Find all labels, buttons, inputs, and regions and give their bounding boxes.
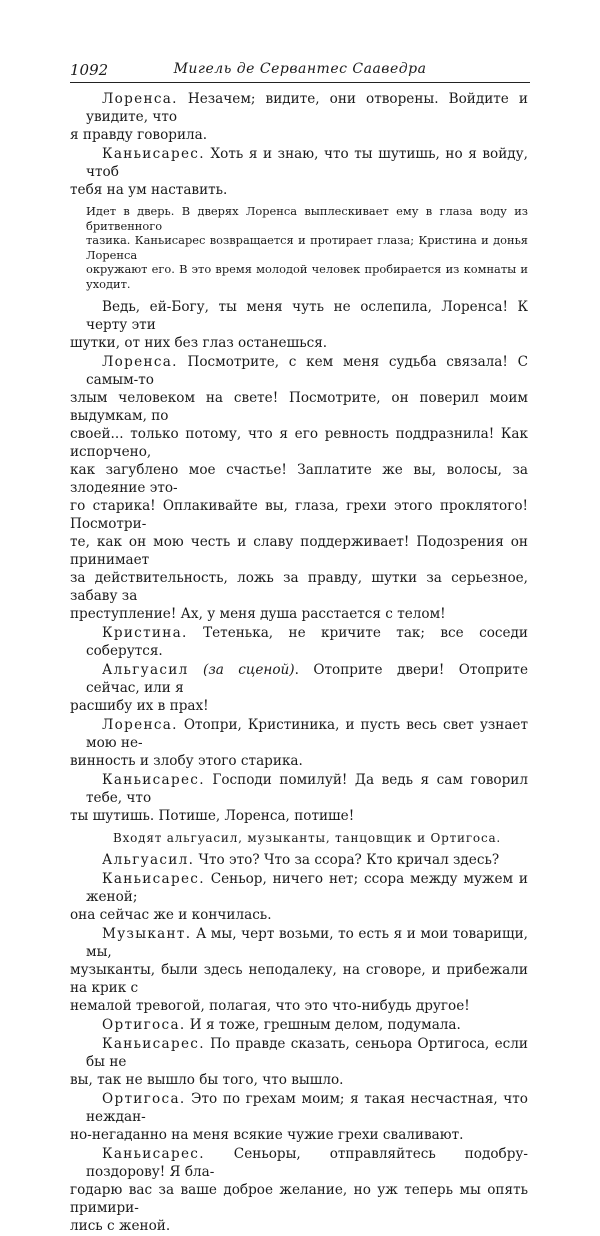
- page-number: 1092: [70, 61, 109, 79]
- speaker-name: Альгуасил: [102, 661, 189, 678]
- speaker-name: Каньисарес.: [102, 146, 205, 162]
- dialogue-paragraph: Лоренса. Отопри, Кристиника, и пусть весь свет узнает мою не- винность и злобу этого старика.: [70, 716, 528, 769]
- dialogue-paragraph: Ортигоса. Это по грехам моим; я такая несчастная, что неждан- но-негаданно на меня всякие чужие грехи сваливают.: [70, 1091, 528, 1144]
- speaker-name: Лоренса.: [102, 91, 178, 107]
- dialogue-paragraph: Каньисарес. Сеньор, ничего нет; ссора между мужем и женой; она сейчас же и кончилась.: [70, 871, 528, 924]
- stage-aside: (за сценой): [203, 661, 295, 678]
- running-head: Мигель де Сервантес Сааведра: [173, 61, 427, 77]
- speaker-name: Кристина.: [102, 624, 188, 641]
- speaker-name: Лоренса.: [102, 353, 178, 370]
- speaker-name: Ортигоса.: [102, 1017, 186, 1034]
- stage-direction-entrance: Входят альгуасил, музыканты, танцовщик и Ортигоса.: [112, 830, 502, 845]
- dialogue-paragraph: Каньисарес. Сеньоры, отправляйтесь подобру-поздорову! Я бла- годарю вас за ваше доброе желание, но уж теперь мы опять примири- лись с женой.: [70, 1146, 528, 1235]
- speaker-name: Ортигоса.: [102, 1091, 186, 1108]
- stage-direction: Идет в дверь. В дверях Лоренса выплескивает ему в глаза воду из бритвенного тазика. Каньисарес возвращается и протирает глаза; Кристина и донья Лоренса окружают его. В это время молодой человек пробирается из комнаты и уходит.: [86, 204, 528, 291]
- speaker-name: Каньисарес.: [102, 1146, 205, 1163]
- dialogue-paragraph: Альгуасил (за сценой). Отоприте двери! Отоприте сейчас, или я расшибу их в прах!: [70, 661, 528, 714]
- dialogue-paragraph: Ортигоса. И я тоже, грешным делом, подумала.: [102, 1017, 461, 1034]
- speaker-name: Каньисарес.: [102, 771, 205, 788]
- dialogue-paragraph: Альгуасил. Что это? Что за ссора? Кто кричал здесь?: [102, 852, 500, 869]
- dialogue-paragraph: Каньисарес. Хоть я и знаю, что ты шутишь, но я войду, чтоб тебя на ум наставить.: [70, 146, 528, 198]
- dialogue-paragraph: Лоренса. Незачем; видите, они отворены. Войдите и увидите, что я правду говорила.: [70, 91, 528, 143]
- dialogue-paragraph: Каньисарес. Господи помилуй! Да ведь я сам говорил тебе, что ты шутишь. Потише, Лоренса, потише!: [70, 771, 528, 824]
- speaker-name: Лоренса.: [102, 716, 178, 733]
- speaker-name: Каньисарес.: [102, 871, 205, 888]
- speaker-name: Музыкант.: [102, 926, 192, 943]
- dialogue-paragraph: Лоренса. Посмотрите, с кем меня судьба связала! С самым-то злым человеком на свете! Посмотрите, он поверил моим выдумкам, по своей... только потому, что я его ревность поддразнила! Как испорчено, как загублено мое счастье! Заплатите же вы, волосы, за злодеяние это- го старика! Оплакивайте вы, глаза, грехи этого проклятого! Посмотри- те, как он мою честь и славу поддерживает! Подозрения он принимает за действительность, ложь за правду, шутки за серьезное, забаву за преступление! Ах, у меня душа расстается с телом!: [70, 353, 528, 622]
- dialogue-paragraph: Каньисарес. По правде сказать, сеньора Ортигоса, если бы не вы, так не вышло бы того, что вышло.: [70, 1036, 528, 1089]
- dialogue-paragraph: Кристина. Тетенька, не кричите так; все соседи соберутся.: [86, 624, 528, 659]
- speaker-name: Альгуасил.: [102, 852, 195, 869]
- speaker-name: Каньисарес.: [102, 1036, 205, 1053]
- page-header: [70, 58, 530, 83]
- dialogue-paragraph: Музыкант. А мы, черт возьми, то есть я и мои товарищи, мы, музыканты, были здесь неподалеку, на сговоре, и прибежали на крик с немалой тревогой, полагая, что это что-нибудь другое!: [70, 926, 528, 1015]
- play-text: [70, 90, 528, 1236]
- dialogue-paragraph: Ведь, ей-Богу, ты меня чуть не ослепила, Лоренса! К черту эти шутки, от них без глаз останешься.: [70, 298, 528, 351]
